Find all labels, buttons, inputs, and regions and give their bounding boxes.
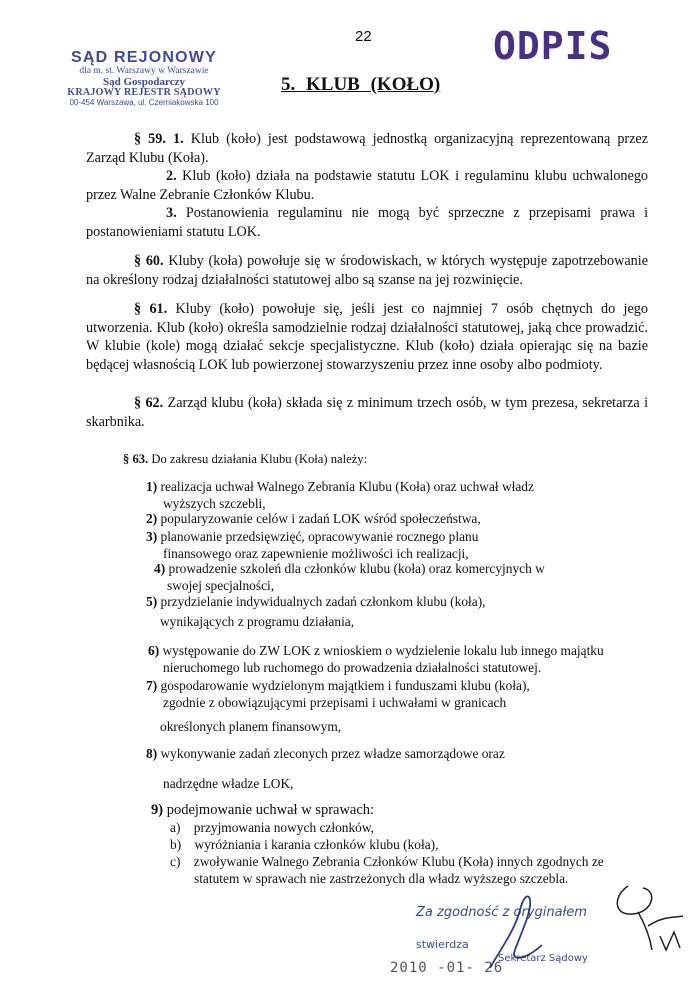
paragraph-text: Postanowienia regulaminu nie mogą być sprzeczne z przepisami prawa i postanowieniami statutu LOK. bbox=[86, 205, 649, 240]
list-item-text: gospodarowanie wydzielonym majątkiem i funduszami klubu (koła), bbox=[160, 678, 530, 693]
court-stamp-line3: Sąd Gospodarczy bbox=[102, 75, 185, 88]
list-item-number: 1) bbox=[146, 479, 158, 494]
list-item-text: przydzielanie indywidualnych zadań członkom klubu (koła), bbox=[160, 594, 486, 609]
court-stamp bbox=[60, 50, 228, 107]
paragraph-text: Kluby (koło) powołuje się, jeśli jest co najmniej 7 osób chętnych do jego utworzenia. Klub (koło) określa samodzielnie rodzaj działalności statutowej, jaką chce prowadzić. W klubie (kole) mogą działać sekcje specjalistyczne. Klub (koło) działa opierając się na bazie będącej własnością LOK lub powierzonej stowarzyszeniu przez inne osoby albo podmioty. bbox=[86, 301, 648, 373]
sub-list-item bbox=[170, 836, 438, 854]
list-item bbox=[146, 593, 486, 611]
certification-line1: Za zgodność z oryginałem bbox=[416, 905, 587, 920]
sub-list-item bbox=[170, 853, 604, 871]
odpis-stamp: ODPIS bbox=[493, 24, 613, 68]
list-item-text: występowanie do ZW LOK z wnioskiem o wydzielenie lokalu lub innego majątku bbox=[162, 643, 604, 658]
list-item-text: planowanie przedsięwzięć, opracowywanie rocznego planu bbox=[160, 529, 479, 544]
paragraph-59-3 bbox=[86, 204, 648, 241]
paragraph-59-2 bbox=[86, 167, 648, 204]
paragraph-60 bbox=[86, 252, 648, 289]
paragraph-number: § 61. bbox=[134, 301, 168, 317]
paragraph-63-intro bbox=[123, 452, 367, 467]
list-item-number: 9) bbox=[151, 802, 164, 818]
list-item bbox=[146, 478, 534, 496]
court-stamp-line2: dla m. st. Warszawy w Warszawie bbox=[79, 65, 209, 76]
paragraph-number: § 62. bbox=[134, 395, 164, 411]
sub-list-item-text: przyjmowania nowych członków, bbox=[193, 820, 375, 835]
list-item-continuation: zgodnie z obowiązującymi przepisami i uchwałami w granicach bbox=[163, 695, 507, 710]
list-item-number: 8) bbox=[146, 746, 158, 761]
page-number: 22 bbox=[355, 28, 372, 45]
paragraph-text: Klub (koło) jest podstawową jednostką organizacyjną reprezentowaną przez Zarząd Klubu (Koła). bbox=[86, 131, 649, 166]
list-item-number: 2) bbox=[146, 511, 158, 526]
list-item bbox=[148, 642, 604, 660]
paragraph-59 bbox=[86, 130, 648, 167]
item-number: 2. bbox=[166, 168, 177, 184]
item-number: 1. bbox=[172, 131, 184, 147]
list-item-continuation: nadrzędne władze LOK, bbox=[163, 776, 294, 791]
certification-date: 2010 -01- 26 bbox=[390, 960, 504, 976]
list-item-number: 3) bbox=[146, 529, 158, 544]
paragraph-61 bbox=[86, 300, 648, 374]
court-stamp-line5: 00-454 Warszawa, ul. Czerniakowska 100 bbox=[69, 97, 219, 107]
list-item-text: realizacja uchwał Walnego Zebrania Klubu (Koła) oraz uchwał władz bbox=[160, 479, 534, 494]
item-number: 3. bbox=[166, 205, 177, 221]
paragraph-number: § 59. bbox=[134, 131, 166, 147]
paragraph-text: Klub (koło) działa na podstawie statutu LOK i regulaminu klubu uchwalonego przez Walne Zebranie Członków Klubu. bbox=[86, 168, 649, 203]
certification-role: Sekretarz Sądowy bbox=[498, 953, 588, 964]
paragraph-62 bbox=[86, 394, 648, 431]
list-item-text: podejmowanie uchwał w sprawach: bbox=[166, 802, 375, 818]
paragraph-number: § 60. bbox=[134, 253, 164, 269]
sub-list-item-letter: a) bbox=[170, 820, 181, 835]
list-item-text: popularyzowanie celów i zadań LOK wśród społeczeństwa, bbox=[160, 511, 481, 526]
paragraph-text: Do zakresu działania Klubu (Koła) należy: bbox=[151, 452, 368, 466]
list-item-continuation: wynikających z programu działania, bbox=[160, 614, 355, 629]
list-item bbox=[154, 560, 545, 578]
list-item-continuation: wyższych szczebli, bbox=[163, 496, 266, 511]
list-item-number: 4) bbox=[154, 561, 166, 576]
list-item-number: 5) bbox=[146, 594, 158, 609]
list-item bbox=[146, 510, 481, 528]
list-item-continuation: nieruchomego lub ruchomego do prowadzenia działalności statutowej. bbox=[163, 660, 542, 675]
list-item bbox=[146, 745, 505, 763]
list-item bbox=[146, 677, 530, 695]
paragraph-number: § 63. bbox=[123, 452, 149, 466]
sub-list-item-text: wyróżniania i karania członków klubu (koła), bbox=[194, 837, 439, 852]
sub-list-item bbox=[170, 819, 374, 837]
list-item-text: prowadzenie szkoleń dla członków klubu (koła) oraz komercyjnych w bbox=[168, 561, 545, 576]
court-stamp-line1: SĄD REJONOWY bbox=[71, 49, 217, 66]
chapter-title: 5. KLUB (KOŁO) bbox=[281, 74, 441, 95]
signature-2 bbox=[608, 876, 693, 956]
certification-line2: stwierdza bbox=[416, 938, 469, 951]
list-item-continuation: określonych planem finansowym, bbox=[160, 719, 342, 734]
sub-list-item-letter: b) bbox=[170, 837, 182, 852]
paragraph-text: Kluby (koła) powołuje się w środowiskach, w których występuje zapotrzebowanie na określony rodzaj działalności statutowej albo są szanse na jej rozwinięcie. bbox=[86, 253, 648, 288]
court-stamp-line4: KRAJOWY REJESTR SĄDOWY bbox=[67, 87, 221, 99]
sub-list-item-continuation: statutem w sprawach nie zastrzeżonych dla władz wyższego szczebla. bbox=[194, 871, 569, 886]
list-item-continuation: swojej specjalności, bbox=[167, 578, 275, 593]
sub-list-item-text: zwoływanie Walnego Zebrania Członków Klubu (Koła) innych zgodnych ze bbox=[193, 854, 604, 869]
sub-list-item-letter: c) bbox=[170, 854, 181, 869]
signature-1 bbox=[470, 890, 580, 970]
paragraph-text: Zarząd klubu (koła) składa się z minimum trzech osób, w tym prezesa, sekretarza i skarbnika. bbox=[86, 395, 649, 430]
list-item-text: wykonywanie zadań zleconych przez władze samorządowe oraz bbox=[160, 746, 505, 761]
list-item-number: 6) bbox=[148, 643, 160, 658]
list-item bbox=[146, 528, 478, 546]
list-item-number: 7) bbox=[146, 678, 158, 693]
list-item-continuation: finansowego oraz zapewnienie możliwości ich realizacji, bbox=[163, 546, 469, 561]
list-item bbox=[151, 802, 374, 820]
